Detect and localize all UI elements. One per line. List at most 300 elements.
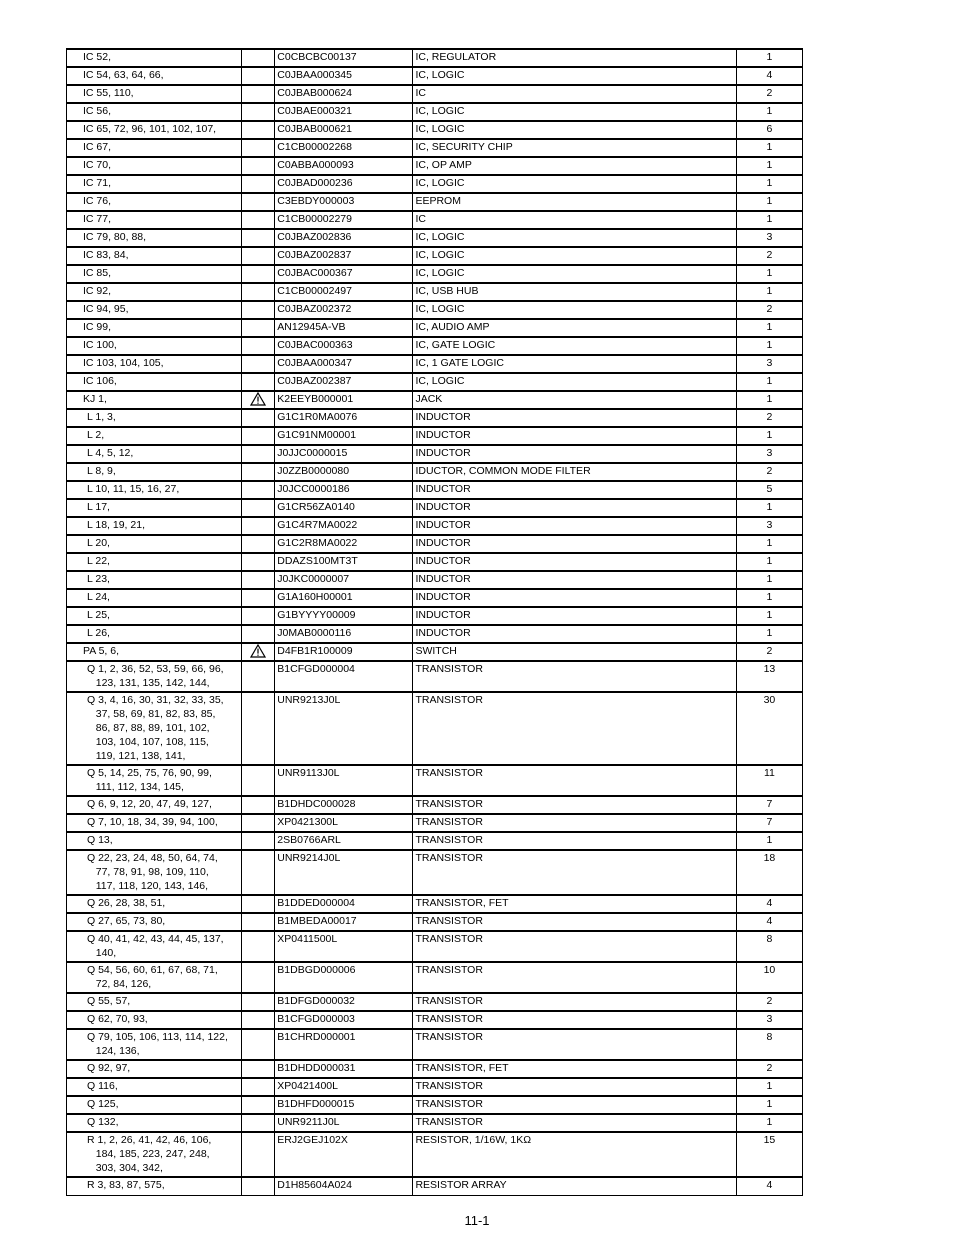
quantity-cell: 2 <box>736 85 802 103</box>
ref-cell <box>67 895 242 913</box>
description-cell: TRANSISTOR <box>413 1114 736 1132</box>
safety-symbol-cell <box>242 175 275 193</box>
ref-number: IC 79, 80, 88, <box>83 231 147 243</box>
ref-cell <box>67 139 242 157</box>
ref-number: IC 77, <box>83 213 112 225</box>
description-cell: TRANSISTOR <box>413 765 736 796</box>
part-number-cell: B1CHRD000001 <box>275 1029 413 1060</box>
ref-cell <box>67 796 242 814</box>
part-number-cell: B1DDED000004 <box>275 895 413 913</box>
parts-list-table <box>66 48 803 1196</box>
part-number-cell: J0JCC0000186 <box>275 481 413 499</box>
ref-cell <box>67 1029 242 1060</box>
ref-cell <box>67 481 242 499</box>
part-number-cell: D1H85604A024 <box>275 1177 413 1195</box>
safety-symbol-cell <box>242 962 275 993</box>
part-number-cell: ERJ2GEJ102X <box>275 1132 413 1177</box>
safety-symbol-cell <box>242 103 275 121</box>
ref-cell <box>67 1132 242 1177</box>
table-row <box>67 445 803 463</box>
quantity-cell: 1 <box>736 157 802 175</box>
safety-symbol-cell <box>242 1011 275 1029</box>
ref-cell <box>67 337 242 355</box>
quantity-cell: 1 <box>736 193 802 211</box>
quantity-cell: 7 <box>736 796 802 814</box>
table-row <box>67 661 803 692</box>
ref-number: Q 62, 70, 93, <box>87 1013 148 1025</box>
quantity-cell: 1 <box>736 571 802 589</box>
safety-symbol-cell <box>242 391 275 409</box>
quantity-cell: 13 <box>736 661 802 692</box>
ref-cell <box>67 319 242 337</box>
ref-cell <box>67 765 242 796</box>
quantity-cell: 4 <box>736 67 802 85</box>
table-row <box>67 427 803 445</box>
ref-number: IC 76, <box>83 195 112 207</box>
part-number-cell: C0JBAC000367 <box>275 265 413 283</box>
description-cell: IC, LOGIC <box>413 121 736 139</box>
part-number-cell: G1CR56ZA0140 <box>275 499 413 517</box>
ref-number: L 17, <box>87 501 110 513</box>
description-cell: RESISTOR, 1/16W, 1KΩ <box>413 1132 736 1177</box>
ref-number: PA 5, 6, <box>83 645 119 657</box>
ref-cell <box>67 1011 242 1029</box>
ref-cell <box>67 931 242 962</box>
safety-symbol-cell <box>242 832 275 850</box>
quantity-cell: 1 <box>736 625 802 643</box>
ref-number: Q 7, 10, 18, 34, 39, 94, 100, <box>87 816 218 828</box>
quantity-cell: 2 <box>736 301 802 319</box>
quantity-cell: 30 <box>736 692 802 765</box>
part-number-cell: J0JKC0000007 <box>275 571 413 589</box>
description-cell: JACK <box>413 391 736 409</box>
quantity-cell: 1 <box>736 553 802 571</box>
description-cell: IC <box>413 85 736 103</box>
quantity-cell: 1 <box>736 283 802 301</box>
ref-number: Q 55, 57, <box>87 995 131 1007</box>
ref-number: Q 22, 23, 24, 48, 50, 64, 74, 77, 78, 91, 98, 109, 110, 117, 118, 120, 143, 146, <box>87 852 218 892</box>
ref-cell <box>67 661 242 692</box>
safety-symbol-cell <box>242 1078 275 1096</box>
table-row <box>67 175 803 193</box>
part-number-cell: J0MAB0000116 <box>275 625 413 643</box>
description-cell: INDUCTOR <box>413 589 736 607</box>
ref-cell <box>67 49 242 67</box>
ref-cell <box>67 391 242 409</box>
safety-symbol-cell <box>242 535 275 553</box>
description-cell: TRANSISTOR <box>413 1029 736 1060</box>
ref-number: L 23, <box>87 573 110 585</box>
safety-symbol-cell <box>242 1177 275 1195</box>
quantity-cell: 1 <box>736 589 802 607</box>
ref-cell <box>67 355 242 373</box>
safety-symbol-cell <box>242 1029 275 1060</box>
ref-cell <box>67 571 242 589</box>
table-row <box>67 796 803 814</box>
safety-symbol-cell <box>242 499 275 517</box>
ref-number: Q 40, 41, 42, 43, 44, 45, 137, 140, <box>87 933 224 959</box>
ref-cell <box>67 1060 242 1078</box>
ref-number: Q 116, <box>87 1080 118 1092</box>
description-cell: IC, REGULATOR <box>413 49 736 67</box>
part-number-cell: UNR9211J0L <box>275 1114 413 1132</box>
description-cell: TRANSISTOR <box>413 913 736 931</box>
description-cell: IC, LOGIC <box>413 67 736 85</box>
ref-number: Q 6, 9, 12, 20, 47, 49, 127, <box>87 798 212 810</box>
description-cell: TRANSISTOR <box>413 796 736 814</box>
description-cell: INDUCTOR <box>413 445 736 463</box>
ref-number: Q 3, 4, 16, 30, 31, 32, 33, 35, 37, 58, 69, 81, 82, 83, 85, 86, 87, 88, 89, 101, 102, 103, 104, 107, 108, 115, 119, 121, 138, 141, <box>87 694 224 762</box>
safety-symbol-cell <box>242 337 275 355</box>
quantity-cell: 1 <box>736 427 802 445</box>
description-cell: TRANSISTOR <box>413 814 736 832</box>
ref-number: IC 70, <box>83 159 112 171</box>
quantity-cell: 7 <box>736 814 802 832</box>
quantity-cell: 3 <box>736 355 802 373</box>
table-row <box>67 1132 803 1177</box>
description-cell: INDUCTOR <box>413 571 736 589</box>
safety-symbol-cell <box>242 445 275 463</box>
ref-number: KJ 1, <box>83 393 107 405</box>
ref-cell <box>67 643 242 661</box>
safety-symbol-cell <box>242 765 275 796</box>
ref-number: L 8, 9, <box>87 465 116 477</box>
part-number-cell: C0JBAD000236 <box>275 175 413 193</box>
safety-symbol-cell <box>242 913 275 931</box>
ref-cell <box>67 211 242 229</box>
table-row <box>67 193 803 211</box>
safety-symbol-cell <box>242 481 275 499</box>
safety-symbol-cell <box>242 355 275 373</box>
table-row <box>67 765 803 796</box>
ref-number: Q 13, <box>87 834 113 846</box>
safety-symbol-cell <box>242 625 275 643</box>
table-row <box>67 1114 803 1132</box>
safety-symbol-cell <box>242 319 275 337</box>
ref-cell <box>67 625 242 643</box>
table-row <box>67 409 803 427</box>
table-row <box>67 1096 803 1114</box>
part-number-cell: G1A160H00001 <box>275 589 413 607</box>
quantity-cell: 11 <box>736 765 802 796</box>
table-row <box>67 319 803 337</box>
description-cell: INDUCTOR <box>413 607 736 625</box>
description-cell: IC <box>413 211 736 229</box>
ref-number: Q 125, <box>87 1098 119 1110</box>
part-number-cell: XP0411500L <box>275 931 413 962</box>
part-number-cell: C0JBAA000347 <box>275 355 413 373</box>
ref-number: Q 132, <box>87 1116 119 1128</box>
quantity-cell: 1 <box>736 499 802 517</box>
ref-number: L 10, 11, 15, 16, 27, <box>87 483 180 495</box>
ref-cell <box>67 517 242 535</box>
safety-symbol-cell <box>242 49 275 67</box>
table-row <box>67 517 803 535</box>
table-row <box>67 85 803 103</box>
ref-number: Q 92, 97, <box>87 1062 131 1074</box>
safety-symbol-cell <box>242 67 275 85</box>
ref-number: IC 103, 104, 105, <box>83 357 164 369</box>
ref-cell <box>67 463 242 481</box>
ref-cell <box>67 607 242 625</box>
table-row <box>67 931 803 962</box>
ref-number: IC 106, <box>83 375 117 387</box>
part-number-cell: B1DHDD000031 <box>275 1060 413 1078</box>
part-number-cell: C0JBAZ002836 <box>275 229 413 247</box>
ref-number: IC 83, 84, <box>83 249 129 261</box>
table-row <box>67 139 803 157</box>
part-number-cell: C1CB00002268 <box>275 139 413 157</box>
part-number-cell: J0JJC0000015 <box>275 445 413 463</box>
ref-cell <box>67 962 242 993</box>
safety-symbol-cell <box>242 661 275 692</box>
safety-symbol-cell <box>242 553 275 571</box>
quantity-cell: 1 <box>736 535 802 553</box>
description-cell: TRANSISTOR, FET <box>413 895 736 913</box>
table-row <box>67 157 803 175</box>
description-cell: TRANSISTOR, FET <box>413 1060 736 1078</box>
quantity-cell: 2 <box>736 993 802 1011</box>
quantity-cell: 10 <box>736 962 802 993</box>
description-cell: TRANSISTOR <box>413 1078 736 1096</box>
table-row <box>67 301 803 319</box>
description-cell: SWITCH <box>413 643 736 661</box>
safety-symbol-cell <box>242 247 275 265</box>
quantity-cell: 3 <box>736 445 802 463</box>
part-number-cell: AN12945A-VB <box>275 319 413 337</box>
ref-number: Q 5, 14, 25, 75, 76, 90, 99, 111, 112, 134, 145, <box>87 767 212 793</box>
ref-number: Q 26, 28, 38, 51, <box>87 897 166 909</box>
table-row <box>67 1177 803 1195</box>
description-cell: IC, USB HUB <box>413 283 736 301</box>
description-cell: TRANSISTOR <box>413 962 736 993</box>
ref-number: IC 100, <box>83 339 117 351</box>
part-number-cell: UNR9113J0L <box>275 765 413 796</box>
quantity-cell: 1 <box>736 103 802 121</box>
ref-cell <box>67 535 242 553</box>
ref-cell <box>67 157 242 175</box>
table-row <box>67 103 803 121</box>
quantity-cell: 2 <box>736 247 802 265</box>
ref-cell <box>67 832 242 850</box>
quantity-cell: 1 <box>736 319 802 337</box>
table-row <box>67 962 803 993</box>
part-number-cell: UNR9214J0L <box>275 850 413 895</box>
ref-cell <box>67 193 242 211</box>
description-cell: IC, 1 GATE LOGIC <box>413 355 736 373</box>
ref-number: Q 1, 2, 36, 52, 53, 59, 66, 96, 123, 131, 135, 142, 144, <box>87 663 224 689</box>
part-number-cell: B1DBGD000006 <box>275 962 413 993</box>
safety-symbol-cell <box>242 85 275 103</box>
quantity-cell: 1 <box>736 49 802 67</box>
description-cell: IC, AUDIO AMP <box>413 319 736 337</box>
description-cell: INDUCTOR <box>413 517 736 535</box>
safety-symbol-cell <box>242 157 275 175</box>
table-row <box>67 1060 803 1078</box>
ref-number: IC 92, <box>83 285 112 297</box>
safety-symbol-cell <box>242 229 275 247</box>
quantity-cell: 1 <box>736 175 802 193</box>
table-row <box>67 993 803 1011</box>
table-row <box>67 499 803 517</box>
safety-symbol-cell <box>242 993 275 1011</box>
description-cell: INDUCTOR <box>413 409 736 427</box>
part-number-cell: XP0421400L <box>275 1078 413 1096</box>
ref-number: L 24, <box>87 591 110 603</box>
ref-number: L 20, <box>87 537 110 549</box>
part-number-cell: C0JBAE000321 <box>275 103 413 121</box>
table-row <box>67 229 803 247</box>
part-number-cell: C0JBAZ002837 <box>275 247 413 265</box>
table-row <box>67 373 803 391</box>
description-cell: IC, LOGIC <box>413 103 736 121</box>
table-row <box>67 337 803 355</box>
description-cell: INDUCTOR <box>413 625 736 643</box>
part-number-cell: C0JBAZ002387 <box>275 373 413 391</box>
description-cell: IC, SECURITY CHIP <box>413 139 736 157</box>
ref-number: IC 67, <box>83 141 112 153</box>
quantity-cell: 1 <box>736 373 802 391</box>
ref-cell <box>67 993 242 1011</box>
quantity-cell: 1 <box>736 139 802 157</box>
part-number-cell: C0JBAC000363 <box>275 337 413 355</box>
table-row <box>67 625 803 643</box>
part-number-cell: B1DHFD000015 <box>275 1096 413 1114</box>
table-row <box>67 247 803 265</box>
description-cell: TRANSISTOR <box>413 832 736 850</box>
safety-symbol-cell <box>242 121 275 139</box>
ref-number: IC 54, 63, 64, 66, <box>83 69 164 81</box>
table-row <box>67 1011 803 1029</box>
parts-list-body <box>67 49 803 1195</box>
ref-number: IC 71, <box>83 177 112 189</box>
part-number-cell: C0JBAZ002372 <box>275 301 413 319</box>
part-number-cell: C3EBDY000003 <box>275 193 413 211</box>
ref-number: IC 85, <box>83 267 112 279</box>
ref-cell <box>67 1078 242 1096</box>
safety-symbol-cell <box>242 607 275 625</box>
table-row <box>67 283 803 301</box>
ref-number: L 26, <box>87 627 110 639</box>
quantity-cell: 2 <box>736 409 802 427</box>
table-row <box>67 535 803 553</box>
safety-symbol-cell <box>242 1132 275 1177</box>
safety-symbol-cell <box>242 409 275 427</box>
part-number-cell: B1CFGD000004 <box>275 661 413 692</box>
safety-symbol-cell <box>242 692 275 765</box>
ref-cell <box>67 373 242 391</box>
safety-symbol-cell <box>242 850 275 895</box>
part-number-cell: XP0421300L <box>275 814 413 832</box>
table-row <box>67 832 803 850</box>
quantity-cell: 1 <box>736 1114 802 1132</box>
quantity-cell: 1 <box>736 337 802 355</box>
safety-symbol-cell <box>242 895 275 913</box>
part-number-cell: C0JBAB000621 <box>275 121 413 139</box>
table-row <box>67 607 803 625</box>
description-cell: INDUCTOR <box>413 481 736 499</box>
part-number-cell: B1DFGD000032 <box>275 993 413 1011</box>
quantity-cell: 6 <box>736 121 802 139</box>
safety-symbol-cell <box>242 265 275 283</box>
safety-symbol-cell <box>242 427 275 445</box>
safety-symbol-cell <box>242 814 275 832</box>
part-number-cell: G1C4R7MA0022 <box>275 517 413 535</box>
part-number-cell: 2SB0766ARL <box>275 832 413 850</box>
quantity-cell: 2 <box>736 643 802 661</box>
description-cell: IC, LOGIC <box>413 301 736 319</box>
ref-cell <box>67 409 242 427</box>
part-number-cell: B1CFGD000003 <box>275 1011 413 1029</box>
ref-cell <box>67 247 242 265</box>
quantity-cell: 1 <box>736 1078 802 1096</box>
part-number-cell: G1C1R0MA0076 <box>275 409 413 427</box>
table-row <box>67 121 803 139</box>
description-cell: TRANSISTOR <box>413 1096 736 1114</box>
part-number-cell: B1MBEDA00017 <box>275 913 413 931</box>
description-cell: IDUCTOR, COMMON MODE FILTER <box>413 463 736 481</box>
part-number-cell: G1BYYYY00009 <box>275 607 413 625</box>
description-cell: EEPROM <box>413 193 736 211</box>
quantity-cell: 1 <box>736 1096 802 1114</box>
caution-triangle-icon <box>250 644 266 658</box>
table-row <box>67 814 803 832</box>
ref-number: Q 79, 105, 106, 113, 114, 122, 124, 136, <box>87 1031 228 1057</box>
ref-number: IC 56, <box>83 105 112 117</box>
table-row <box>67 895 803 913</box>
safety-symbol-cell <box>242 283 275 301</box>
table-row <box>67 571 803 589</box>
description-cell: TRANSISTOR <box>413 661 736 692</box>
quantity-cell: 3 <box>736 229 802 247</box>
part-number-cell: B1DHDC000028 <box>275 796 413 814</box>
quantity-cell: 1 <box>736 211 802 229</box>
ref-cell <box>67 814 242 832</box>
table-row <box>67 391 803 409</box>
quantity-cell: 8 <box>736 931 802 962</box>
description-cell: TRANSISTOR <box>413 931 736 962</box>
description-cell: RESISTOR ARRAY <box>413 1177 736 1195</box>
quantity-cell: 4 <box>736 895 802 913</box>
ref-number: IC 55, 110, <box>83 87 134 99</box>
description-cell: TRANSISTOR <box>413 692 736 765</box>
quantity-cell: 3 <box>736 1011 802 1029</box>
ref-cell <box>67 1114 242 1132</box>
table-row <box>67 211 803 229</box>
part-number-cell: DDAZS100MT3T <box>275 553 413 571</box>
ref-cell <box>67 1096 242 1114</box>
safety-symbol-cell <box>242 301 275 319</box>
part-number-cell: C0JBAA000345 <box>275 67 413 85</box>
ref-cell <box>67 913 242 931</box>
ref-number: IC 99, <box>83 321 112 333</box>
table-row <box>67 1078 803 1096</box>
description-cell: TRANSISTOR <box>413 993 736 1011</box>
part-number-cell: C1CB00002279 <box>275 211 413 229</box>
quantity-cell: 1 <box>736 265 802 283</box>
ref-cell <box>67 553 242 571</box>
safety-symbol-cell <box>242 463 275 481</box>
part-number-cell: J0ZZB0000080 <box>275 463 413 481</box>
ref-number: L 4, 5, 12, <box>87 447 134 459</box>
ref-cell <box>67 427 242 445</box>
ref-cell <box>67 85 242 103</box>
ref-cell <box>67 850 242 895</box>
safety-symbol-cell <box>242 517 275 535</box>
table-row <box>67 265 803 283</box>
quantity-cell: 4 <box>736 1177 802 1195</box>
table-row <box>67 553 803 571</box>
